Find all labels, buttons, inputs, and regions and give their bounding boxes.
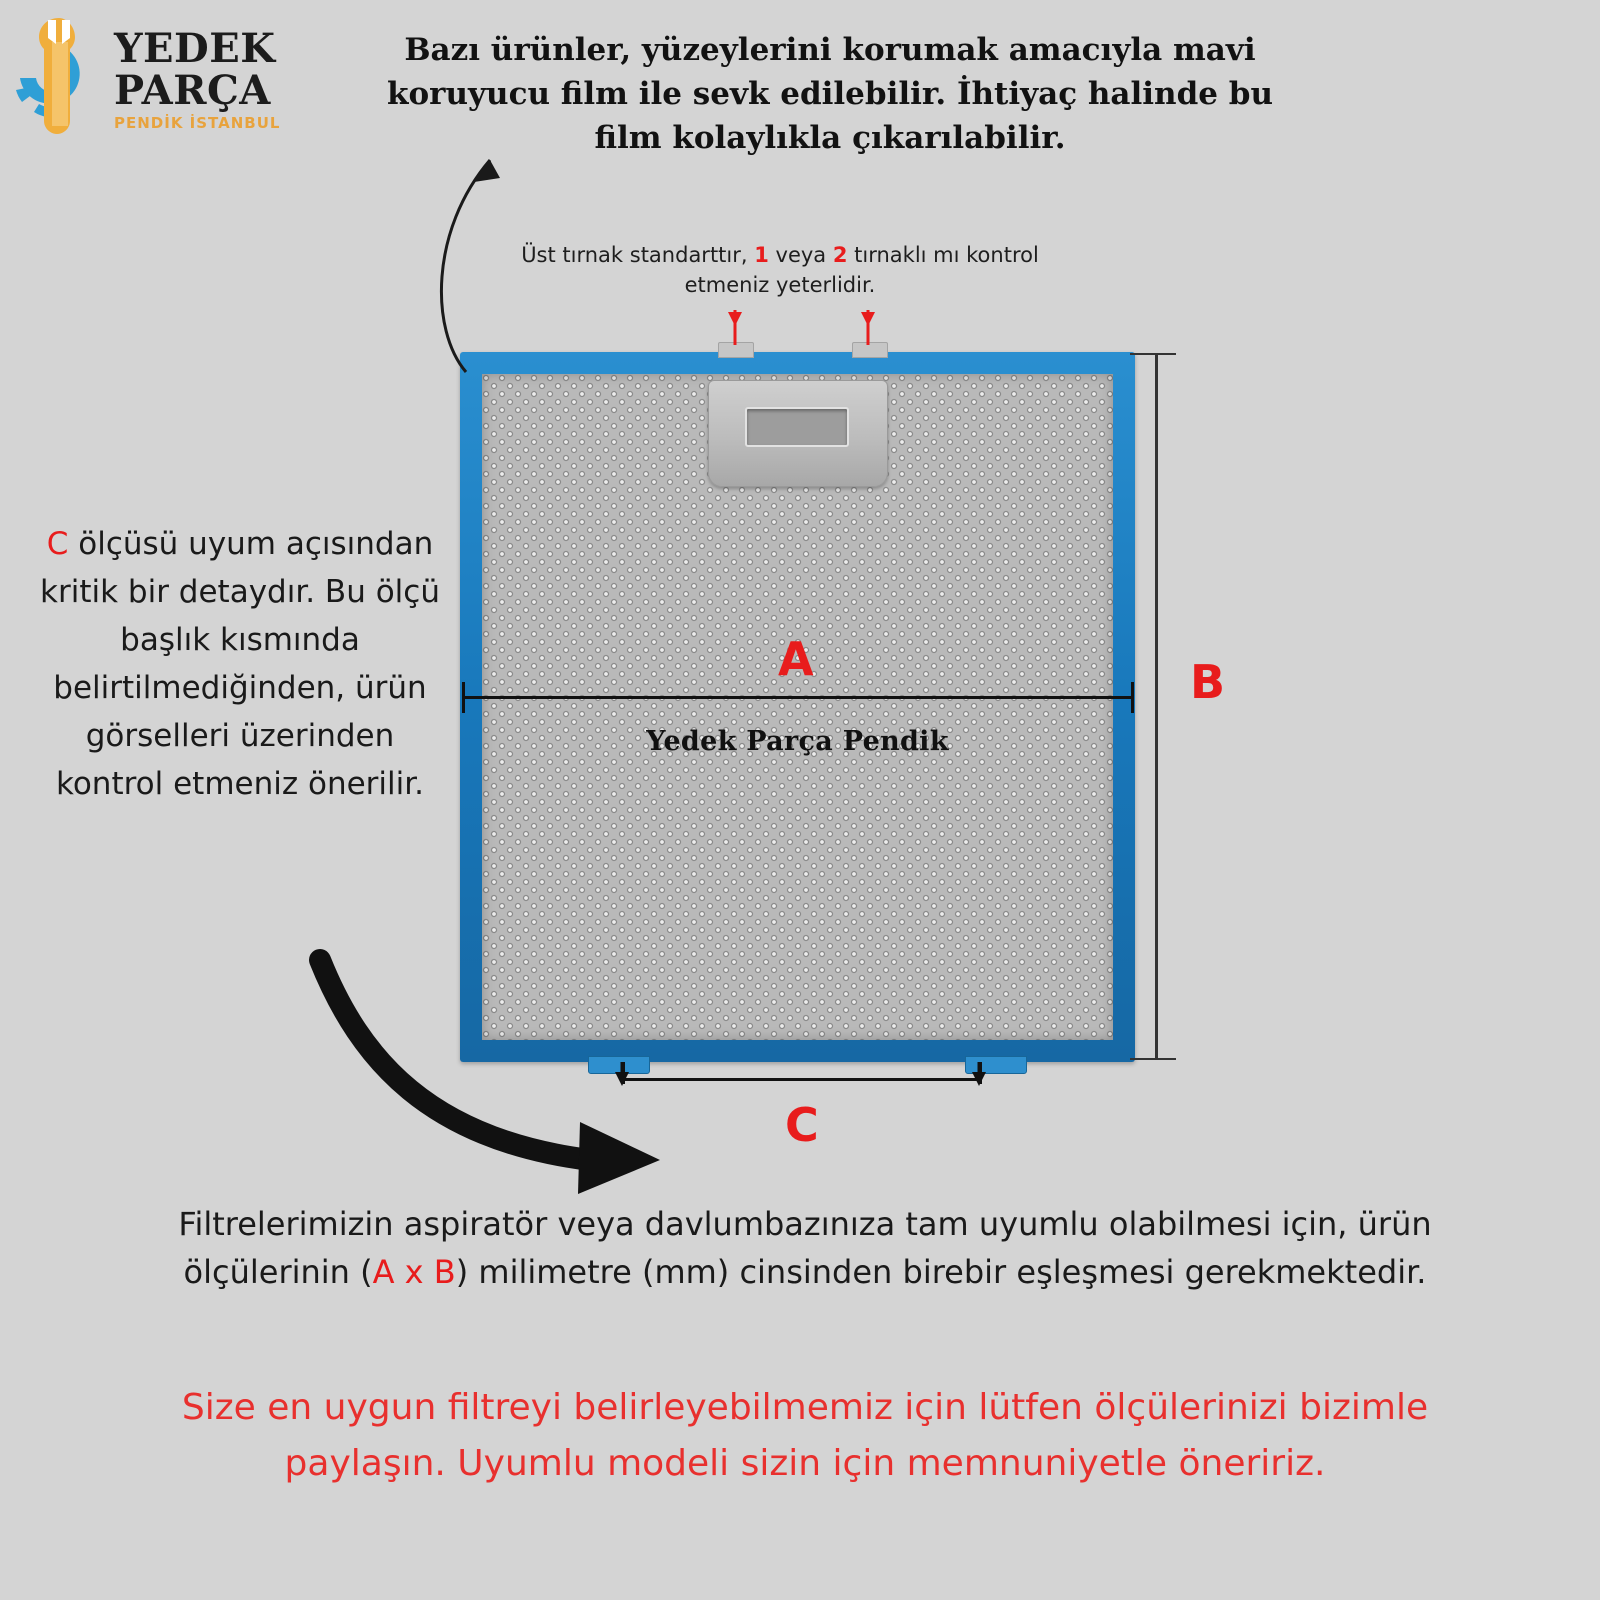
dimension-b-cap-top bbox=[1130, 353, 1176, 355]
dimension-a-cap-left bbox=[462, 682, 465, 713]
dimension-label-b: B bbox=[1190, 655, 1226, 709]
top-tab-2 bbox=[852, 342, 888, 358]
bottom-paragraph-formula: A x B bbox=[372, 1253, 456, 1291]
watermark-label: Yedek Parça Pendik bbox=[646, 726, 949, 757]
bottom-paragraph-part1: Filtrelerimizin aspiratör veya davlumbazınıza tam uyumlu olabilmesi için, ürün ölçülerinin ( bbox=[178, 1205, 1432, 1291]
dimension-b-cap-bottom bbox=[1130, 1058, 1176, 1060]
dimension-c-cap-right bbox=[979, 1062, 982, 1084]
bottom-paragraph-part2: ) milimetre (mm) cinsinden birebir eşleşmesi gerekmektedir. bbox=[455, 1253, 1427, 1291]
tab-note-part3: tırnaklı mı kontrol etmeniz yeterlidir. bbox=[684, 243, 1039, 297]
logo-line-1: YEDEK bbox=[114, 25, 276, 72]
dimension-line-b bbox=[1155, 353, 1158, 1060]
left-paragraph bbox=[40, 520, 440, 808]
top-tab-1 bbox=[718, 342, 754, 358]
logo-subtitle: PENDİK İSTANBUL bbox=[114, 114, 281, 132]
tab-note-part1: Üst tırnak standarttır, bbox=[521, 243, 755, 267]
left-paragraph-letter: C bbox=[46, 526, 69, 562]
tab-note-part2: veya bbox=[768, 243, 833, 267]
dimension-label-a: A bbox=[778, 632, 814, 686]
bottom-tab-2 bbox=[965, 1056, 1027, 1074]
dimension-c-cap-left bbox=[622, 1062, 625, 1084]
logo-wordmark bbox=[114, 25, 314, 132]
tab-note-number-2: 2 bbox=[832, 243, 848, 267]
left-paragraph-text: ölçüsü uyum açısından kritik bir detaydır. Bu ölçü başlık kısmında belirtilmediğinden, ürün görselleri üzerinden kontrol etmeniz önerilir. bbox=[40, 526, 440, 802]
dimension-a-cap-right bbox=[1131, 682, 1134, 713]
dimension-label-c: C bbox=[785, 1098, 819, 1152]
wrench-gear-icon bbox=[12, 16, 112, 136]
tab-note bbox=[520, 240, 1040, 300]
top-heading: Bazı ürünler, yüzeylerini korumak amacıyla mavi koruyucu film ile sevk edilebilir. İhtiyaç halinde bu film kolaylıkla çıkarılabilir. bbox=[387, 32, 1273, 156]
bottom-paragraph bbox=[130, 1200, 1480, 1296]
filter-illustration bbox=[460, 352, 1135, 1062]
tab-note-number-1: 1 bbox=[754, 243, 769, 267]
call-to-action-text: Size en uygun filtreyi belirleyebilmemiz için lütfen ölçülerinizi bizimle paylaşın. Uyumlu modeli sizin için memnuniyetle öneririz. bbox=[181, 1387, 1429, 1484]
handle-slot bbox=[745, 407, 849, 447]
filter-handle-icon bbox=[708, 380, 888, 487]
dimension-line-a bbox=[462, 696, 1134, 699]
bottom-tab-1 bbox=[588, 1056, 650, 1074]
brand-logo bbox=[10, 12, 310, 142]
dimension-line-c bbox=[622, 1078, 982, 1081]
logo-line-2: PARÇA bbox=[114, 67, 271, 114]
